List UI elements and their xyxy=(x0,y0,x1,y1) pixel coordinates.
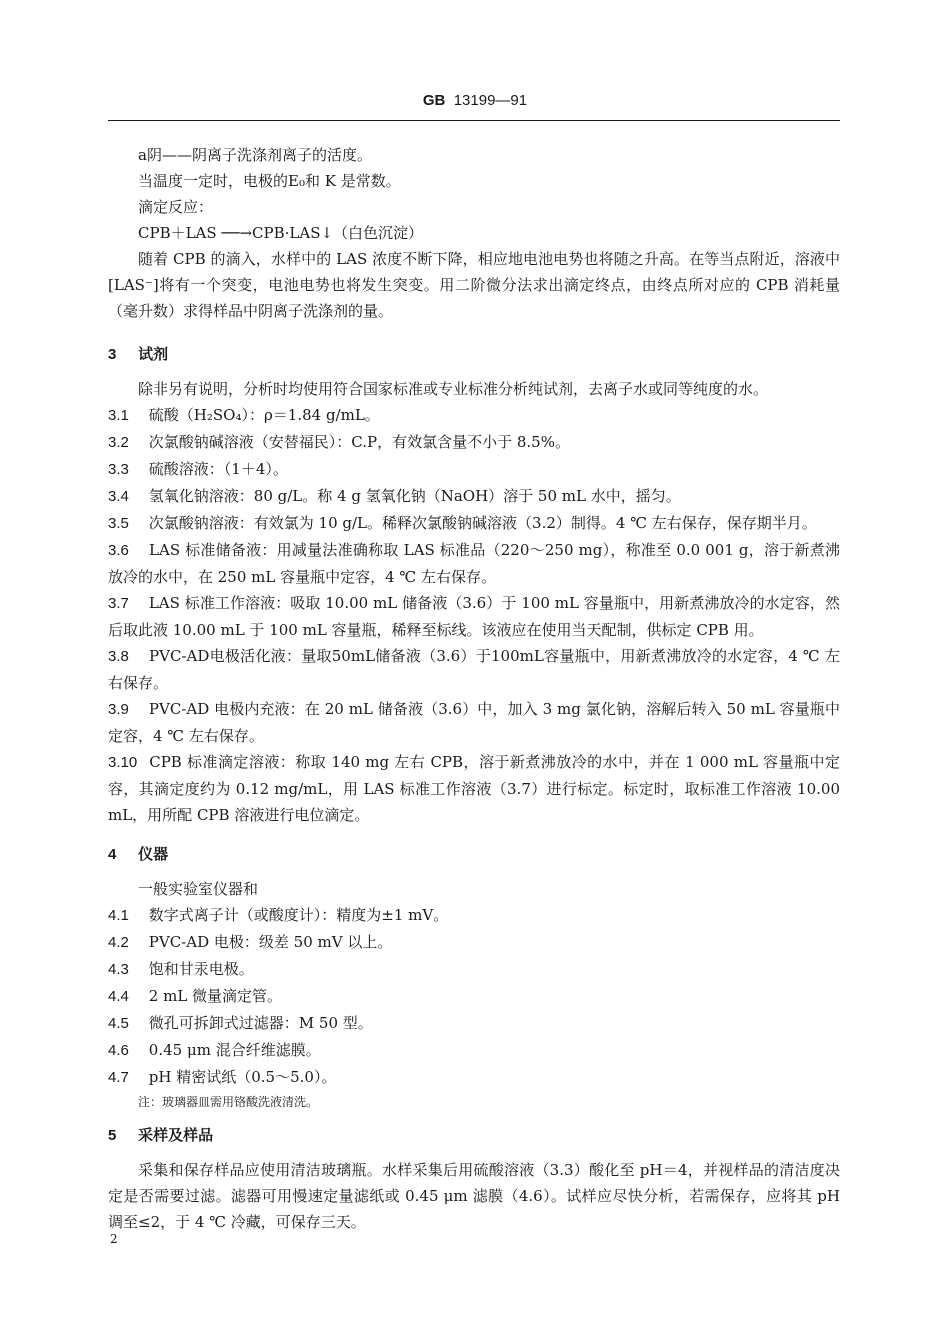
section-3-intro: 除非另有说明，分析时均使用符合国家标准或专业标准分析纯试剂，去离子水或同等纯度的水。 xyxy=(138,380,769,398)
section-4-intro: 一般实验室仪器和 xyxy=(138,880,259,898)
section-3-heading xyxy=(108,342,840,368)
standard-number: 13199—91 xyxy=(453,92,528,109)
section-title: 采样及样品 xyxy=(138,1127,214,1144)
list-item xyxy=(108,983,840,1010)
item-text: 饱和甘汞电极。 xyxy=(148,960,254,978)
item-text: 硫酸（H₂SO₄）：ρ＝1.84 g/mL。 xyxy=(148,406,380,424)
item-number: 3.10 xyxy=(108,754,138,771)
item-number: 4.7 xyxy=(108,1069,129,1086)
section-number: 3 xyxy=(108,346,117,363)
item-text: 微孔可拆卸式过滤器：M 50 型。 xyxy=(148,1014,373,1032)
list-item xyxy=(108,510,840,537)
item-text: LAS 标准工作溶液：吸取 10.00 mL 储备液（3.6）于 100 mL 容量瓶中，用新煮沸放冷的水定容，然后取此液 10.00 mL 于 100 mL 容量瓶，稀释至标线。该液应在使用当天配制，供标定 CPB 用。 xyxy=(108,594,840,639)
item-number: 3.7 xyxy=(108,595,129,612)
item-number: 4.4 xyxy=(108,988,129,1005)
header-rule xyxy=(108,120,840,121)
item-number: 3.4 xyxy=(108,488,129,505)
section-5-paragraph: 采集和保存样品应使用清洁玻璃瓶。水样采集后用硫酸溶液（3.3）酸化至 pH＝4，并视样品的清洁度决定是否需要过滤。滤器可用慢速定量滤纸或 0.45 μm 滤膜（4.6）。试样应尽快分析，若需保存，应将其 pH 调至≤2，于 4 ℃ 冷藏，可保存三天。 xyxy=(108,1161,840,1231)
list-item xyxy=(108,749,840,828)
item-number: 3.8 xyxy=(108,648,129,665)
list-item xyxy=(108,956,840,983)
item-number: 4.6 xyxy=(108,1042,129,1059)
item-text: pH 精密试纸（0.5～5.0）。 xyxy=(148,1068,337,1086)
item-number: 3.2 xyxy=(108,434,129,451)
list-item xyxy=(108,590,840,643)
item-text: 硫酸溶液：（1＋4）。 xyxy=(148,460,288,478)
item-text: 0.45 μm 混合纤维滤膜。 xyxy=(148,1041,321,1059)
standard-header xyxy=(0,92,950,109)
intro-line-2: 当温度一定时，电极的E₀和 K 是常数。 xyxy=(138,172,401,190)
item-number: 4.1 xyxy=(108,907,129,924)
list-item xyxy=(108,1037,840,1064)
item-number: 3.6 xyxy=(108,542,129,559)
item-text: 2 mL 微量滴定管。 xyxy=(148,987,283,1005)
item-text: 数字式离子计（或酸度计）：精度为±1 mV。 xyxy=(148,906,449,924)
list-item xyxy=(108,929,840,956)
section-4-heading xyxy=(108,842,840,868)
item-number: 4.5 xyxy=(108,1015,129,1032)
list-item xyxy=(108,483,840,510)
list-item xyxy=(108,537,840,590)
section-number: 4 xyxy=(108,846,117,863)
list-item xyxy=(108,1064,840,1091)
item-text: CPB 标准滴定溶液：称取 140 mg 左右 CPB，溶于新煮沸放冷的水中，并在 1 000 mL 容量瓶中定容，其滴定度约为 0.12 mg/mL，用 LAS 标准工作溶液（3.7）进行标定。标定时，取标准工作溶液 10.00 mL，用所配 CPB 溶液进行电位滴定。 xyxy=(108,753,840,824)
intro-paragraph: 随着 CPB 的滴入，水样中的 LAS 浓度不断下降，相应地电池电势也将随之升高。在等当点附近，溶液中[LAS⁻]将有一个突变，电池电势也将发生突变。用二阶微分法求出滴定终点，由终点所对应的 CPB 消耗量（毫升数）求得样品中阴离子洗涤剂的量。 xyxy=(108,250,840,320)
intro-line-1: a阴——阴离子洗涤剂离子的活度。 xyxy=(138,146,372,164)
section-5-heading xyxy=(108,1123,840,1149)
section-title: 仪器 xyxy=(138,846,169,863)
list-item xyxy=(108,429,840,456)
item-number: 3.5 xyxy=(108,515,129,532)
standard-code: GB xyxy=(422,92,446,109)
item-text: PVC-AD电极活化液：量取50mL储备液（3.6）于100mL容量瓶中，用新煮沸放冷的水定容，4 ℃ 左右保存。 xyxy=(108,647,840,692)
page-number: 2 xyxy=(110,1232,118,1246)
intro-line-3: 滴定反应： xyxy=(138,198,214,216)
list-item xyxy=(108,902,840,929)
item-number: 4.3 xyxy=(108,961,129,978)
item-text: LAS 标准储备液：用减量法准确称取 LAS 标准品（220～250 mg），称准至 0.0 001 g，溶于新煮沸放冷的水中，在 250 mL 容量瓶中定容，4 ℃ 左右保存。 xyxy=(108,541,840,586)
list-item xyxy=(108,1010,840,1037)
list-item xyxy=(108,696,840,749)
document-body xyxy=(108,142,840,1235)
item-number: 3.1 xyxy=(108,407,129,424)
item-number: 4.2 xyxy=(108,934,129,951)
item-text: 氢氧化钠溶液：80 g/L。称 4 g 氢氧化钠（NaOH）溶于 50 mL 水中，摇匀。 xyxy=(148,487,681,505)
reaction-equation: CPB＋LAS ──→CPB·LAS↓（白色沉淀） xyxy=(138,224,424,242)
item-text: 次氯酸钠溶液：有效氯为 10 g/L。稀释次氯酸钠碱溶液（3.2）制得。4 ℃ 左右保存，保存期半月。 xyxy=(148,514,817,532)
note: 注：玻璃器皿需用铬酸洗液清洗。 xyxy=(138,1095,319,1109)
item-number: 3.9 xyxy=(108,701,129,718)
section-number: 5 xyxy=(108,1127,117,1144)
list-item xyxy=(108,643,840,696)
item-text: PVC-AD 电极：级差 50 mV 以上。 xyxy=(148,933,393,951)
item-text: PVC-AD 电极内充液：在 20 mL 储备液（3.6）中，加入 3 mg 氯化钠，溶解后转入 50 mL 容量瓶中定容，4 ℃ 左右保存。 xyxy=(108,700,840,745)
list-item xyxy=(108,402,840,429)
item-number: 3.3 xyxy=(108,461,129,478)
item-text: 次氯酸钠碱溶液（安替福民）：C.P，有效氯含量不小于 8.5%。 xyxy=(148,433,570,451)
list-item xyxy=(108,456,840,483)
section-title: 试剂 xyxy=(138,346,169,363)
